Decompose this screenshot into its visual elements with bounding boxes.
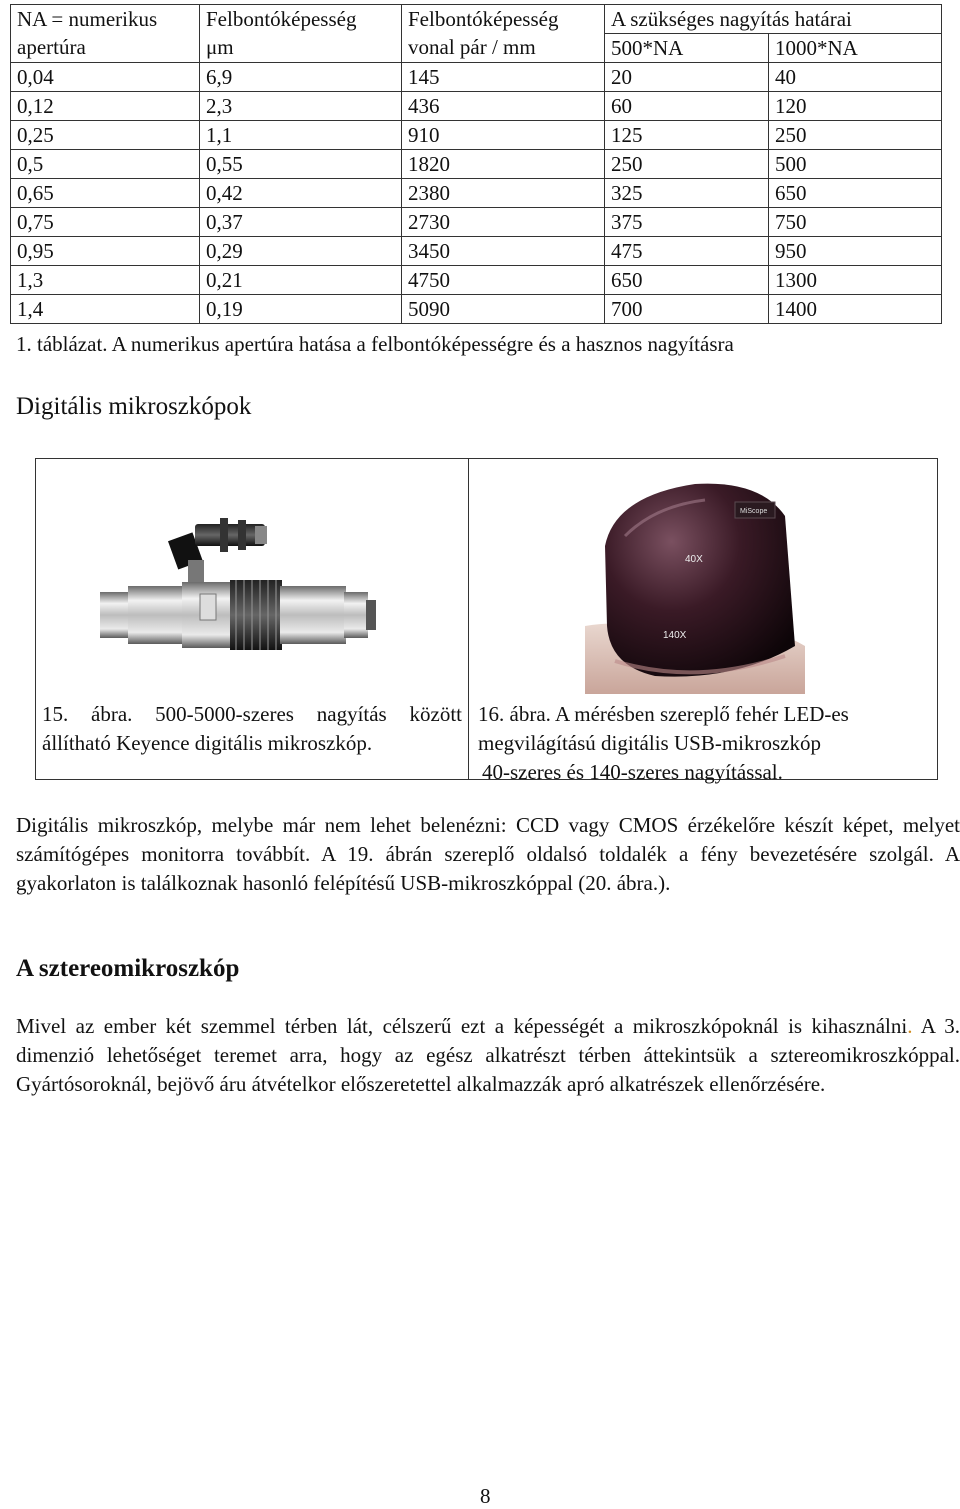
header-line-pairs-line1: Felbontóképesség <box>408 7 559 31</box>
table-cell: 375 <box>605 208 769 237</box>
table-cell: 0,95 <box>11 237 200 266</box>
header-na-line2: apertúra <box>17 35 86 59</box>
table-cell: 500 <box>769 150 942 179</box>
paragraph-stereo-part1: Mivel az ember két szemmel térben lát, célszerű ezt a képességét a mikroszkópoknál is kihasználni <box>16 1014 908 1038</box>
page-number: 8 <box>480 1484 491 1508</box>
table-cell: 250 <box>769 121 942 150</box>
table-row <box>11 295 942 324</box>
table-cell: 0,29 <box>200 237 402 266</box>
table-cell: 0,75 <box>11 208 200 237</box>
table-cell: 0,42 <box>200 179 402 208</box>
numerical-aperture-table <box>10 4 942 324</box>
table-cell: 60 <box>605 92 769 121</box>
table-cell: 650 <box>769 179 942 208</box>
paragraph-stereo-part2: A 3. dimenzió lehetőséget teremet arra, hogy az egész alkatrészt térben áttekintsük a sztereomikroszkóppal. Gyártósoroknál, bejövő áru átvételkor előszeretettel alkalmazzák apró alkatrészek ellenőrzésére. <box>16 1014 960 1096</box>
table-cell: 475 <box>605 237 769 266</box>
table-cell: 1400 <box>769 295 942 324</box>
table-cell: 0,04 <box>11 63 200 92</box>
table-cell: 0,37 <box>200 208 402 237</box>
table-cell: 750 <box>769 208 942 237</box>
header-500na: 500*NA <box>605 34 769 63</box>
table-cell: 2,3 <box>200 92 402 121</box>
table-cell: 325 <box>605 179 769 208</box>
table-cell: 1,3 <box>11 266 200 295</box>
table-cell: 120 <box>769 92 942 121</box>
figure-divider <box>468 459 469 779</box>
table-cell: 950 <box>769 237 942 266</box>
header-resolution-um-line2: μm <box>206 35 234 59</box>
table-row <box>11 179 942 208</box>
table-row <box>11 150 942 179</box>
svg-text:MiScope: MiScope <box>740 508 768 515</box>
table-cell: 0,5 <box>11 150 200 179</box>
table-cell: 0,19 <box>200 295 402 324</box>
table-caption: 1. táblázat. A numerikus apertúra hatása a felbontóképességre és a hasznos nagyításra <box>16 332 734 356</box>
header-magnification-group: A szükséges nagyítás határai <box>605 5 942 34</box>
table-cell: 1300 <box>769 266 942 295</box>
table-row <box>11 63 942 92</box>
heading-stereo-microscope: A sztereomikroszkóp <box>16 955 240 982</box>
table-row <box>11 92 942 121</box>
table-row <box>11 208 942 237</box>
table-cell: 1,4 <box>11 295 200 324</box>
table-row <box>11 266 942 295</box>
paragraph-stereo-microscope <box>16 1012 960 1099</box>
figure-16-caption-line2: megvilágítású digitális USB-mikroszkóp <box>478 731 821 755</box>
table-cell: 700 <box>605 295 769 324</box>
table-cell: 436 <box>402 92 605 121</box>
table-cell: 3450 <box>402 237 605 266</box>
table-cell: 0,25 <box>11 121 200 150</box>
table-cell: 145 <box>402 63 605 92</box>
table-cell: 1820 <box>402 150 605 179</box>
header-resolution-um <box>200 5 402 63</box>
figure-16-caption-line3: 40-szeres és 140-szeres nagyítással. <box>482 760 783 784</box>
header-na <box>11 5 200 63</box>
table-cell: 0,55 <box>200 150 402 179</box>
paragraph-digital-microscope: Digitális mikroszkóp, melybe már nem lehet belenézni: CCD vagy CMOS érzékelőre készít képet, melyet számítógépes monitorra továbbít. A 19. ábrán szereplő oldalsó toldalék a fény bevezetésére szolgál. A gyakorlaton is találkoznak hasonló felépítésű USB-mikroszkóppal (20. ábra.). <box>16 813 960 895</box>
table-row <box>11 237 942 266</box>
table-cell: 2380 <box>402 179 605 208</box>
figure-16-caption-line1: 16. ábra. A mérésben szereplő fehér LED-es <box>478 702 849 726</box>
keyence-microscope-image <box>60 510 390 670</box>
header-line-pairs <box>402 5 605 63</box>
header-line-pairs-line2: vonal pár / mm <box>408 35 536 59</box>
paragraph-stereo-dot: . <box>907 1014 913 1038</box>
figure-15-caption: 15. ábra. 500-5000-szeres nagyítás között állítható Keyence digitális mikroszkóp. <box>42 702 462 755</box>
label-40x: 40X <box>685 554 703 565</box>
table-cell: 0,21 <box>200 266 402 295</box>
header-na-line1: NA = numerikus <box>17 7 158 31</box>
section-title: Digitális mikroszkópok <box>16 393 252 420</box>
table-row <box>11 121 942 150</box>
table-cell: 910 <box>402 121 605 150</box>
header-resolution-um-line1: Felbontóképesség <box>206 7 357 31</box>
table-cell: 250 <box>605 150 769 179</box>
table-cell: 40 <box>769 63 942 92</box>
table-cell: 650 <box>605 266 769 295</box>
table-cell: 20 <box>605 63 769 92</box>
usb-microscope-image <box>585 476 805 694</box>
header-1000na: 1000*NA <box>769 34 942 63</box>
table-cell: 2730 <box>402 208 605 237</box>
table-cell: 6,9 <box>200 63 402 92</box>
table-cell: 0,12 <box>11 92 200 121</box>
table-cell: 4750 <box>402 266 605 295</box>
label-140x: 140X <box>663 630 687 641</box>
table-cell: 5090 <box>402 295 605 324</box>
table-cell: 1,1 <box>200 121 402 150</box>
figure-16-caption <box>478 700 933 787</box>
table-cell: 125 <box>605 121 769 150</box>
table-cell: 0,65 <box>11 179 200 208</box>
